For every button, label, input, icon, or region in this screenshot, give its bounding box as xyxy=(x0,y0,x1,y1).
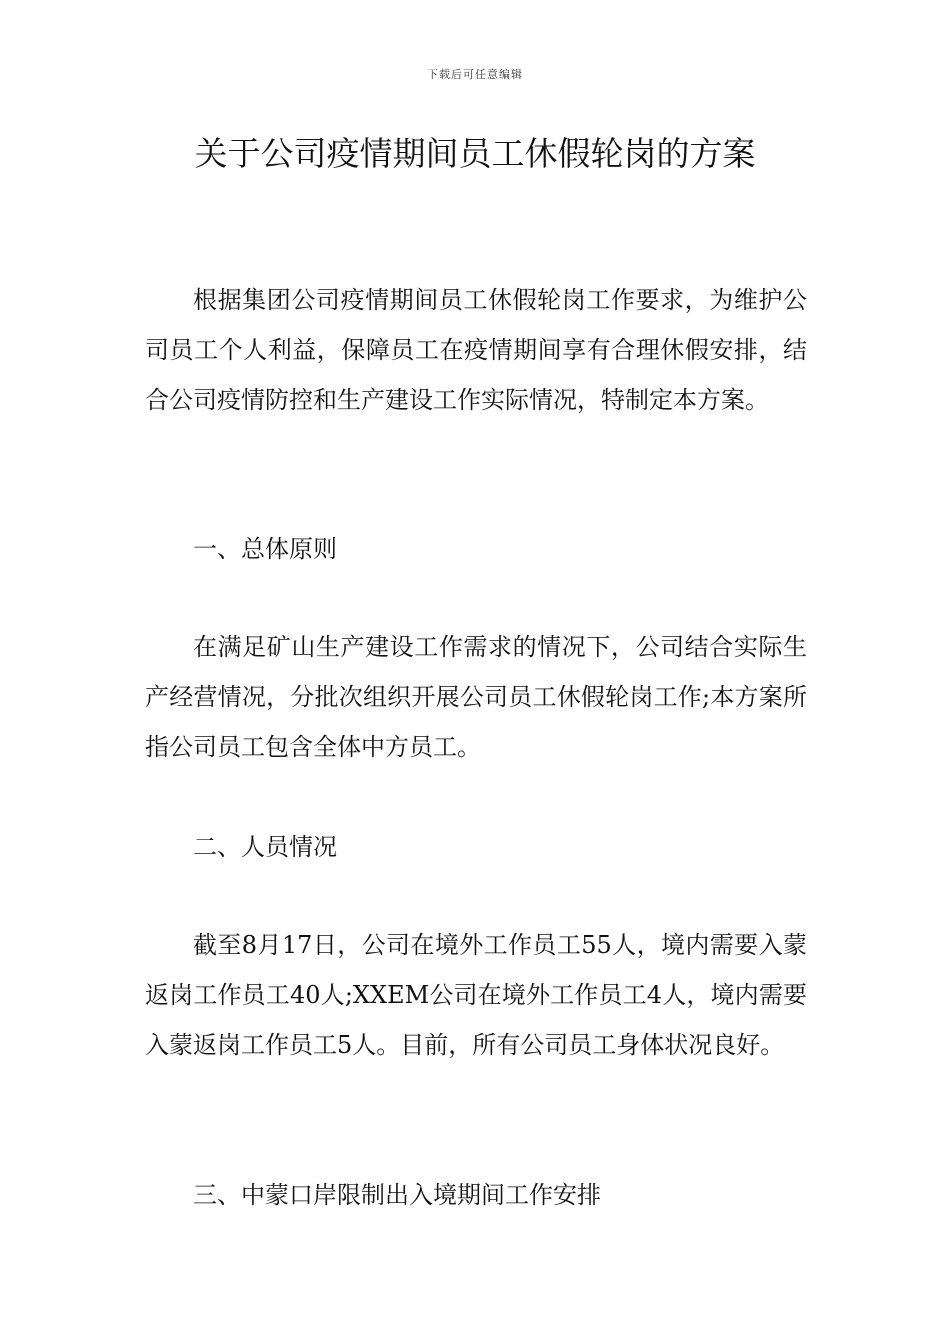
header-note: 下载后可任意编辑 xyxy=(427,68,523,81)
section-heading-principles: 一、总体原则 xyxy=(193,535,337,563)
document-title: 关于公司疫情期间员工休假轮岗的方案 xyxy=(194,134,756,173)
principles-paragraph: 在满足矿山生产建设工作需求的情况下，公司结合实际生产经营情况，分批次组织开展公司员工休假轮岗工作;本方案所指公司员工包含全体中方员工。 xyxy=(145,633,807,761)
intro-paragraph: 根据集团公司疫情期间员工休假轮岗工作要求，为维护公司员工个人利益，保障员工在疫情期间享有合理休假安排，结合公司疫情防控和生产建设工作实际情况，特制定本方案。 xyxy=(145,286,807,414)
section-heading-arrangements: 三、中蒙口岸限制出入境期间工作安排 xyxy=(193,1181,601,1209)
staff-paragraph: 截至8月17日，公司在境外工作员工55人，境内需要入蒙返岗工作员工40人;XXEM公司在境外工作员工4人，境内需要入蒙返岗工作员工5人。目前，所有公司员工身体状况良好。 xyxy=(145,931,807,1059)
section-heading-staff: 二、人员情况 xyxy=(193,833,337,861)
